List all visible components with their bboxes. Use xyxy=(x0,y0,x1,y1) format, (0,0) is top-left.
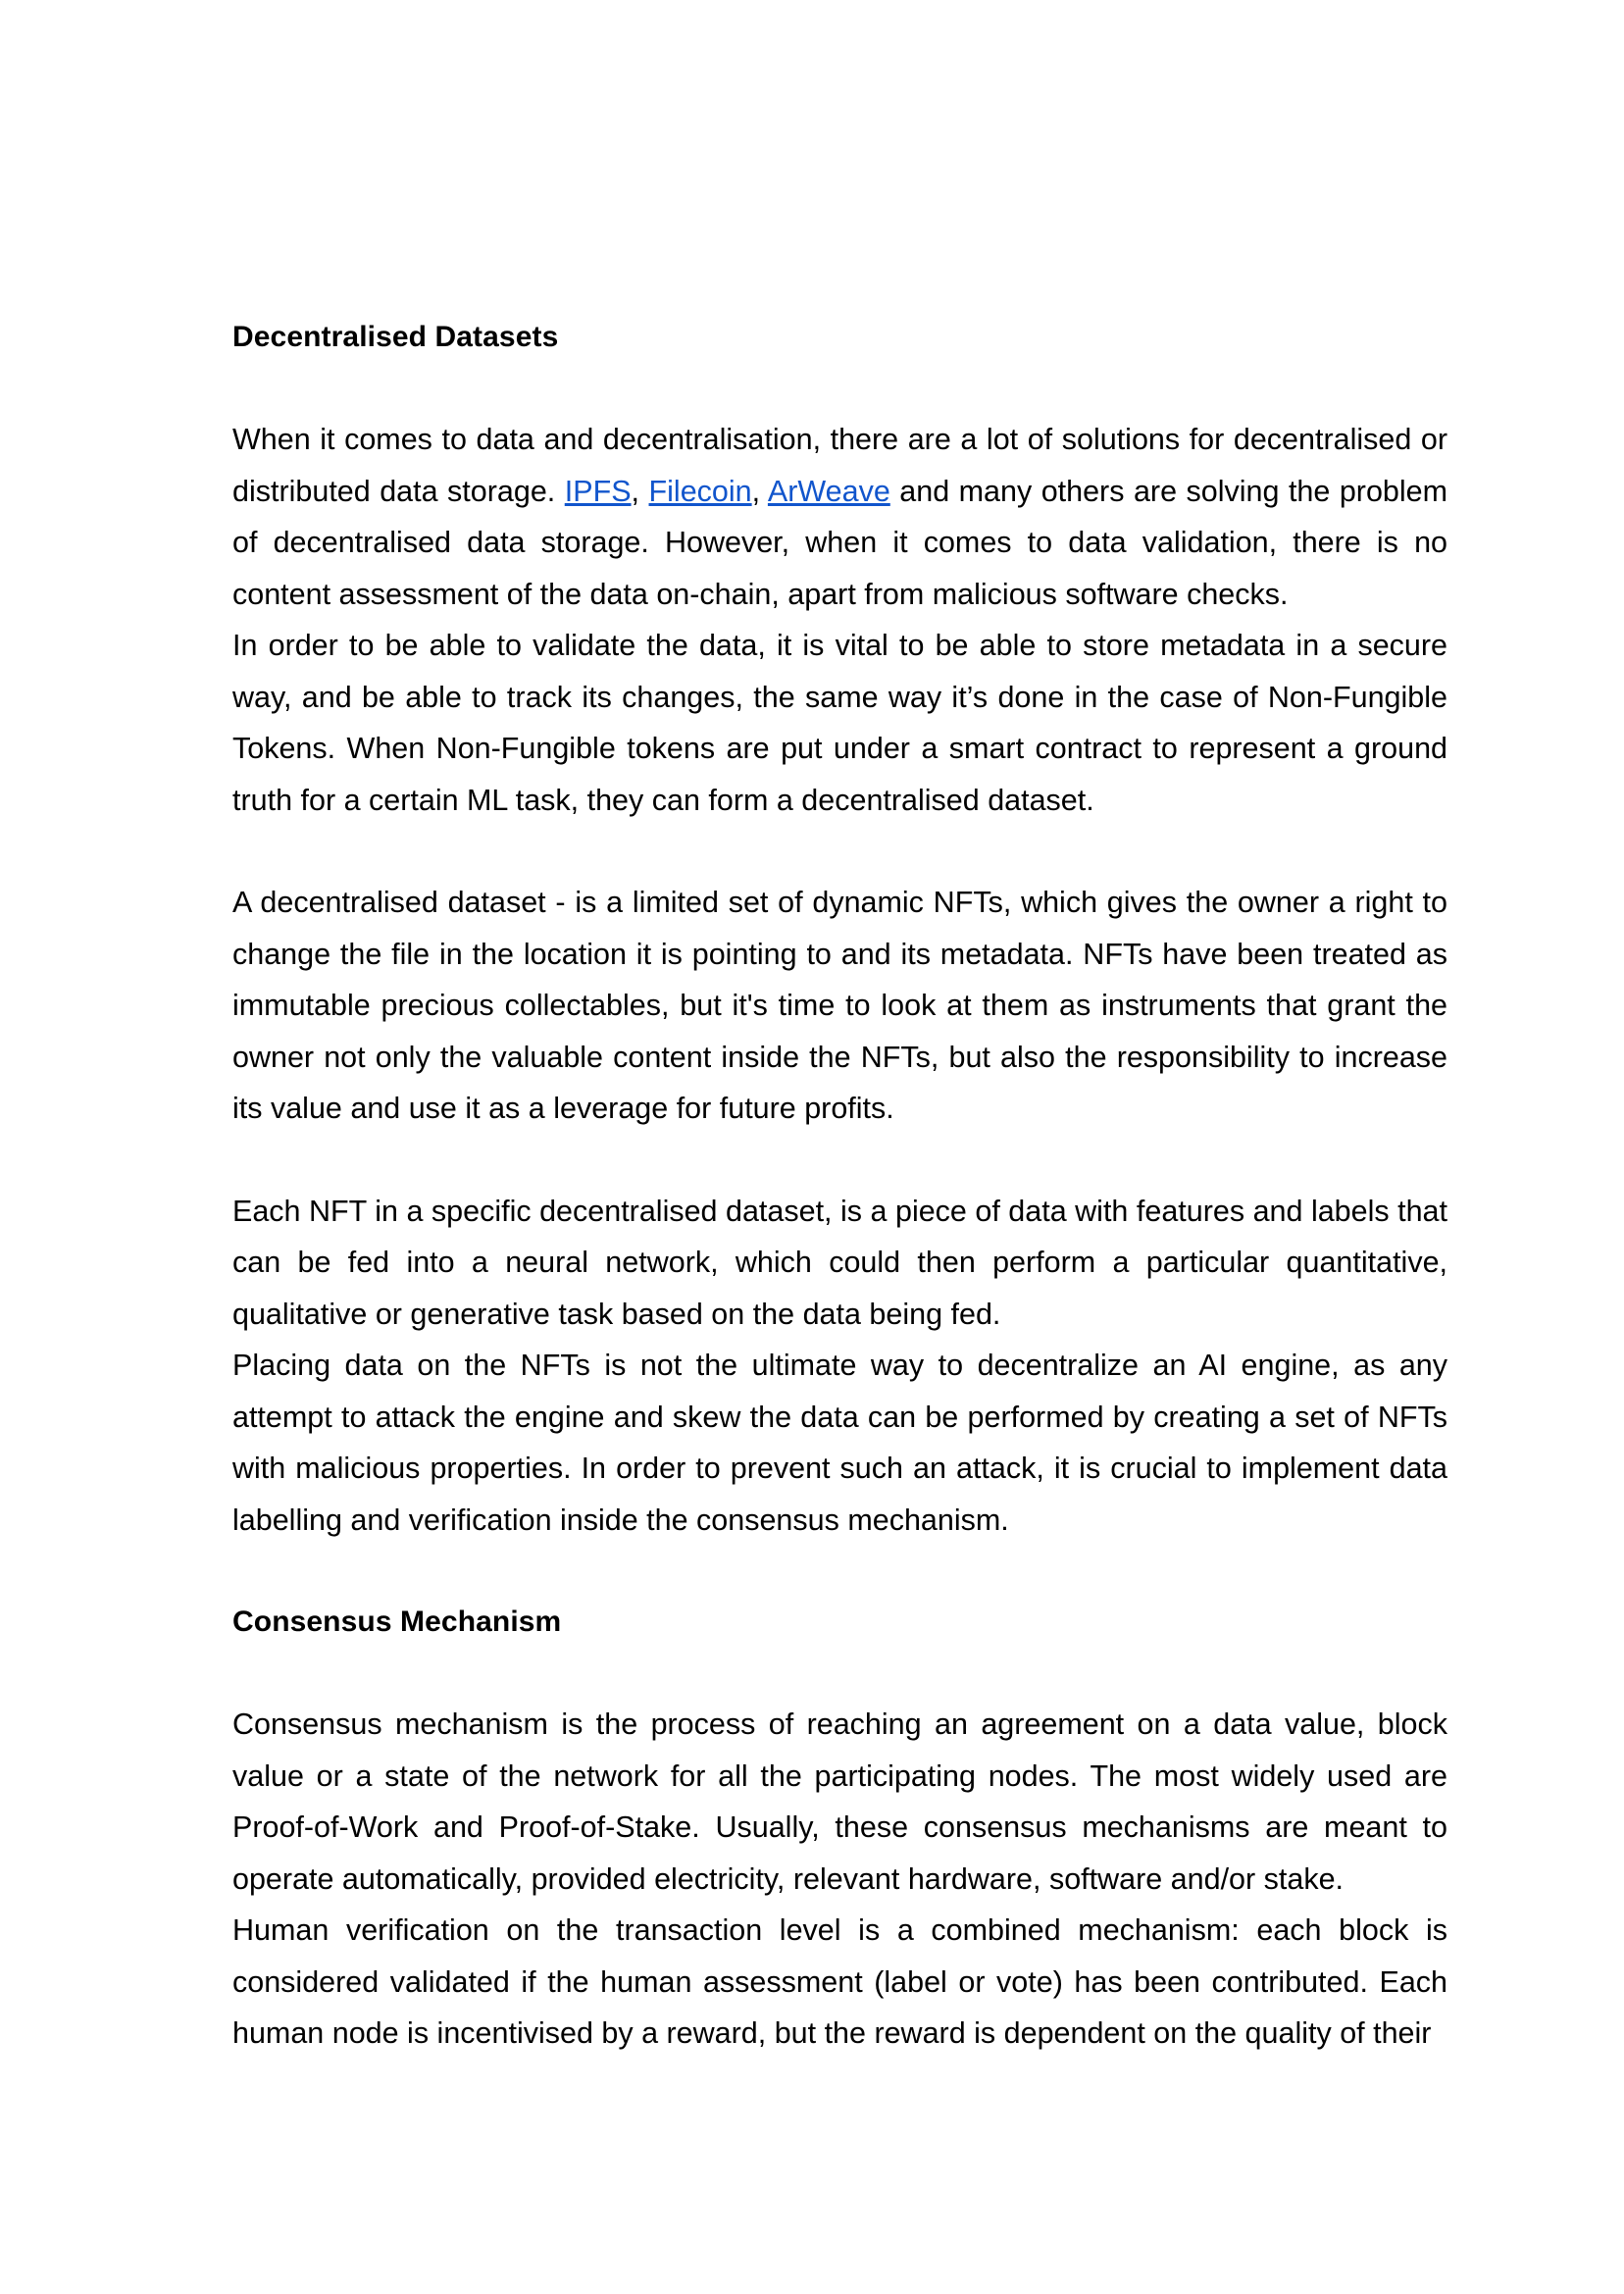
paragraph-text-lead: When it comes to data and decentralisation, there are a lot of solutions for decentralised or distributed data storage. xyxy=(232,423,1447,508)
section-heading-consensus-mechanism: Consensus Mechanism xyxy=(232,1606,562,1638)
section-heading-decentralised-datasets: Decentralised Datasets xyxy=(232,321,559,353)
paragraph-nft-features-labels: Each NFT in a specific decentralised dataset, is a piece of data with features and labels that can be fed into a neural network, which could then perform a particular quantitative, qualitative or generative task based on the data being fed. xyxy=(232,1194,1447,1331)
spacer xyxy=(232,1648,1447,1699)
link-arweave[interactable]: ArWeave xyxy=(767,474,890,508)
document-body xyxy=(232,312,1447,2060)
paragraph-metadata-validation: In order to be able to validate the data, it is vital to be able to store metadata in a secure way, and be able to track its changes, the same way it’s done in the case of Non-Fungible Tokens. When Non-Fungible tokens are put under a smart contract to represent a ground truth for a certain ML task, they can form a decentralised dataset. xyxy=(232,629,1447,817)
paragraph-text-tail: and many others are solving the problem of decentralised data storage. However, when it comes to data validation, there is no content assessment of the data on-chain, apart from malicious software checks. xyxy=(232,474,1448,611)
link-separator-1: , xyxy=(631,474,649,508)
paragraph-dataset-definition: A decentralised dataset - is a limited set of dynamic NFTs, which gives the owner a right to change the file in the location it is pointing to and its metadata. NFTs have been treated as immutable precious collectables, but it's time to look at them as instruments that grant the owner not only the valuable content inside the NFTs, but also the responsibility to increase its value and use it as a leverage for future profits. xyxy=(232,886,1447,1125)
spacer xyxy=(232,1546,1447,1597)
spacer xyxy=(232,363,1447,414)
spacer xyxy=(232,1135,1447,1186)
link-separator-2: , xyxy=(751,474,768,508)
paragraph-attack-prevention: Placing data on the NFTs is not the ultimate way to decentralize an AI engine, as any attempt to attack the engine and skew the data can be performed by creating a set of NFTs with malicious properties. In order to prevent such an attack, it is crucial to implement data labelling and verification inside the consensus mechanism. xyxy=(232,1349,1447,1537)
spacer xyxy=(232,826,1447,877)
paragraph-decentralised-storage xyxy=(232,414,1447,620)
link-filecoin[interactable]: Filecoin xyxy=(648,474,752,508)
link-ipfs[interactable]: IPFS xyxy=(564,474,632,508)
paragraph-consensus-definition: Consensus mechanism is the process of reaching an agreement on a data value, block value or a state of the network for all the participating nodes. The most widely used are Proof-of-Work and Proof-of-Stake. Usually, these consensus mechanisms are meant to operate automatically, provided electricity, relevant hardware, software and/or stake. xyxy=(232,1708,1447,1896)
paragraph-human-verification: Human verification on the transaction level is a combined mechanism: each block is considered validated if the human assessment (label or vote) has been contributed. Each human node is incentivised by a reward, but the reward is dependent on the quality of their xyxy=(232,1913,1447,2050)
